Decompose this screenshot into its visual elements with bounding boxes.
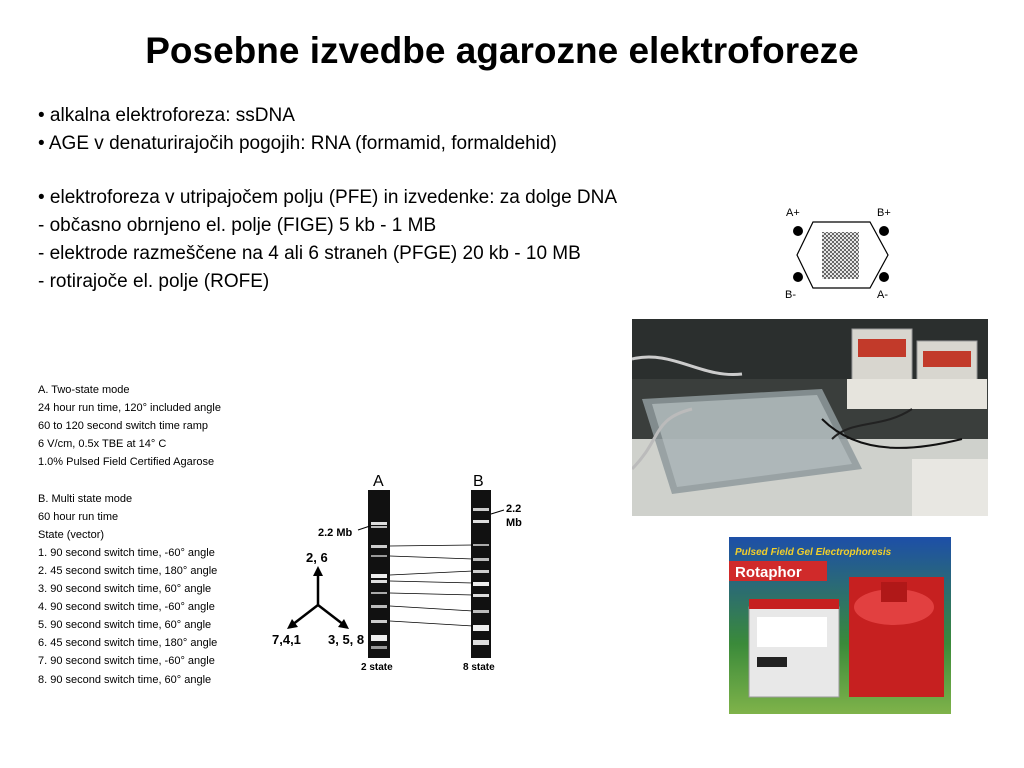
product-name: Rotaphor [735,564,802,581]
bullet-list [38,102,617,296]
bullet-fige: - občasno obrnjeno el. polje (FIGE) 5 kb - 1 MB [38,215,437,236]
condition-line: 3. 90 second switch time, 60° angle [38,583,212,596]
condition-line: 1.0% Pulsed Field Certified Agarose [38,456,215,469]
bullet-alkaline: • alkalna elektroforeza: ssDNA [38,105,295,126]
label-b-plus: B+ [877,207,891,219]
gel-figure [268,470,558,675]
electrode-diagram [775,200,905,305]
condition-line: 7. 90 second switch time, -60° angle [38,655,215,668]
vector-label-top: 2, 6 [306,550,328,565]
bullet-denaturing: • AGE v denaturirajočih pogojih: RNA (formamid, formaldehid) [38,133,557,154]
electrode-dot [879,272,889,282]
lane-b-label: B [473,473,484,490]
run-conditions [38,381,221,689]
vector-label-left: 7,4,1 [272,632,301,647]
vector-label-right: 3, 5, 8 [328,632,365,647]
electrode-dot [793,272,803,282]
gel-lane-b [471,490,491,658]
electrode-dot [879,226,889,236]
slide-title: Posebne izvedbe agarozne elektroforeze [145,30,859,71]
bullet-pfge: - elektrode razmeščene na 4 ali 6 straneh (PFGE) 20 kb - 10 MB [38,243,581,264]
bullet-rofe: - rotirajoče el. polje (ROFE) [38,271,270,292]
lane-a-label: A [373,473,384,490]
condition-line: 6 V/cm, 0.5x TBE at 14° C [38,438,167,451]
condition-line: 8. 90 second switch time, 60° angle [38,673,212,686]
label-b-minus: B- [785,289,796,301]
caption-a: 2 state [361,662,393,673]
label-a-minus: A- [877,289,888,301]
condition-line: A. Two-state mode [38,384,130,396]
condition-line: 60 hour run time [38,510,119,523]
condition-line: 1. 90 second switch time, -60° angle [38,546,215,559]
product-banner: Pulsed Field Gel Electrophoresis [735,547,892,558]
electrode-dot [793,226,803,236]
condition-line: B. Multi state mode [38,492,133,505]
marker-right-1: 2.2 [506,503,522,515]
marker-right-2: Mb [506,517,522,529]
condition-line: 5. 90 second switch time, 60° angle [38,619,212,632]
condition-line: 6. 45 second switch time, 180° angle [38,637,218,650]
condition-line: State (vector) [38,528,105,541]
bullet-pfe: • elektroforeza v utripajočem polju (PFE) in izvedenke: za dolge DNA [38,187,618,208]
condition-line: 60 to 120 second switch time ramp [38,420,208,433]
rotaphor-product-photo [729,537,951,714]
condition-line: 4. 90 second switch time, -60° angle [38,601,215,614]
lab-apparatus-photo [632,319,988,516]
caption-b: 8 state [463,662,495,673]
label-a-plus: A+ [786,207,800,219]
marker-left: 2.2 Mb [318,527,353,539]
condition-line: 24 hour run time, 120° included angle [38,402,221,415]
condition-line: 2. 45 second switch time, 180° angle [38,564,218,577]
gel-hatch [822,232,859,279]
